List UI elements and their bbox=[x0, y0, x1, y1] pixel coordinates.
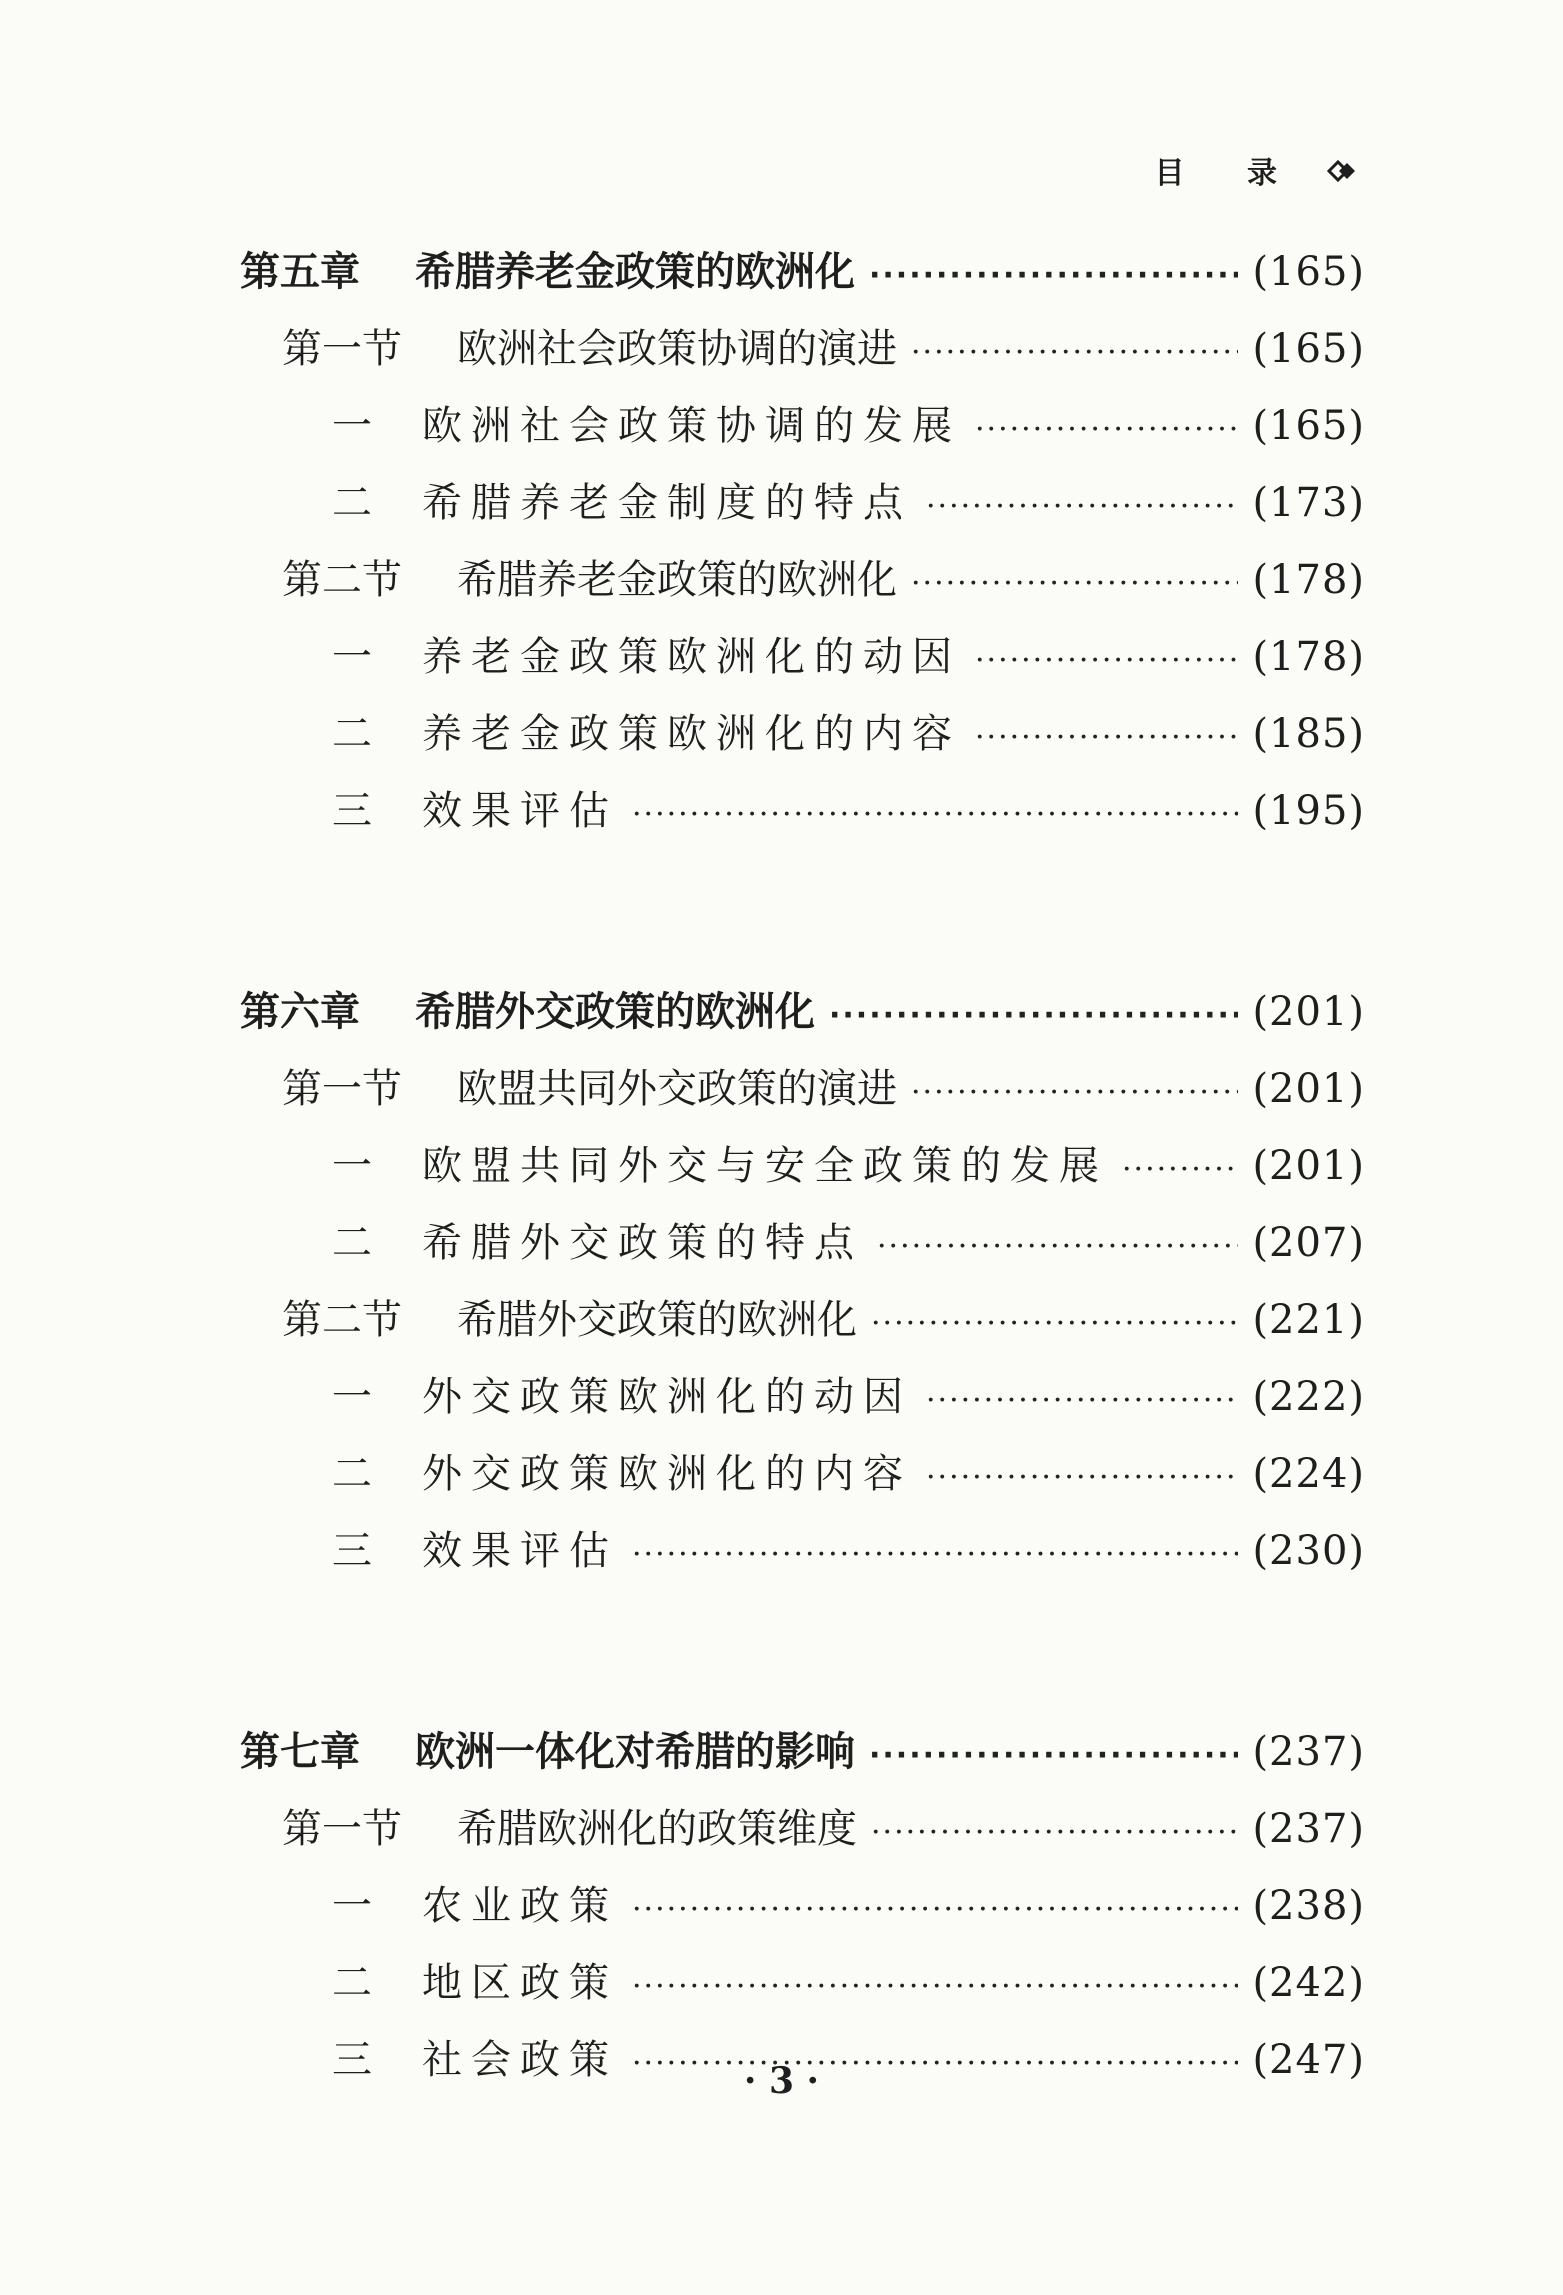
dot-leader bbox=[911, 335, 1238, 370]
table-of-contents bbox=[240, 240, 1365, 2229]
entry-number: 二 bbox=[332, 711, 381, 757]
header-label: 目 录 bbox=[1154, 156, 1303, 191]
subsection-entry[interactable] bbox=[240, 702, 1365, 779]
chapter-entry[interactable] bbox=[240, 240, 1365, 317]
chapter-entry[interactable] bbox=[240, 1720, 1365, 1797]
dot-leader bbox=[975, 720, 1238, 755]
entry-page-number: (207) bbox=[1252, 1220, 1365, 1266]
chapter-block bbox=[240, 980, 1365, 1596]
dot-leader bbox=[632, 1969, 1238, 2004]
dot-leader bbox=[1122, 1152, 1238, 1187]
subsection-entry[interactable] bbox=[240, 1134, 1365, 1211]
running-header bbox=[1155, 148, 1353, 192]
entry-number: 第一节 bbox=[282, 1806, 402, 1852]
subsection-entry[interactable] bbox=[240, 1365, 1365, 1442]
dot-leader bbox=[871, 1306, 1238, 1341]
dot-leader bbox=[926, 1460, 1238, 1495]
entry-title: 欧洲社会政策协调的发展 bbox=[422, 403, 961, 449]
entry-number: 一 bbox=[332, 403, 381, 449]
entry-page-number: (201) bbox=[1252, 1143, 1365, 1189]
entry-page-number: (178) bbox=[1252, 634, 1365, 680]
subsection-entry[interactable] bbox=[240, 394, 1365, 471]
entry-number: 二 bbox=[332, 480, 381, 526]
entry-title: 希腊养老金政策的欧洲化 bbox=[457, 557, 897, 603]
entry-title: 地区政策 bbox=[422, 1960, 618, 2006]
entry-number: 一 bbox=[332, 634, 381, 680]
entry-page-number: (224) bbox=[1252, 1451, 1365, 1497]
entry-page-number: (221) bbox=[1252, 1297, 1365, 1343]
entry-number: 三 bbox=[332, 1528, 381, 1574]
entry-number: 第二节 bbox=[282, 1297, 402, 1343]
entry-title: 养老金政策欧洲化的内容 bbox=[422, 711, 961, 757]
subsection-entry[interactable] bbox=[240, 1874, 1365, 1951]
subsection-entry[interactable] bbox=[240, 625, 1365, 702]
page-number: · 3 · bbox=[743, 2060, 820, 2102]
entry-page-number: (222) bbox=[1252, 1374, 1365, 1420]
section-entry[interactable] bbox=[240, 548, 1365, 625]
section-entry[interactable] bbox=[240, 1288, 1365, 1365]
entry-title: 欧盟共同外交与安全政策的发展 bbox=[422, 1143, 1108, 1189]
dot-leader bbox=[877, 1229, 1238, 1264]
dot-leader bbox=[632, 797, 1238, 832]
entry-title: 养老金政策欧洲化的动因 bbox=[422, 634, 961, 680]
subsection-entry[interactable] bbox=[240, 779, 1365, 856]
entry-page-number: (165) bbox=[1252, 326, 1365, 372]
entry-page-number: (165) bbox=[1252, 403, 1365, 449]
entry-number: 第二节 bbox=[282, 557, 402, 603]
entry-number: 第一节 bbox=[282, 326, 402, 372]
entry-number: 三 bbox=[332, 2037, 381, 2083]
entry-title: 欧洲社会政策协调的演进 bbox=[457, 326, 897, 372]
entry-number: 二 bbox=[332, 1220, 381, 1266]
entry-number: 第七章 bbox=[240, 1729, 360, 1775]
entry-title: 希腊外交政策的特点 bbox=[422, 1220, 863, 1266]
entry-number: 二 bbox=[332, 1451, 381, 1497]
subsection-entry[interactable] bbox=[240, 1951, 1365, 2028]
entry-page-number: (237) bbox=[1252, 1729, 1365, 1775]
entry-title: 希腊欧洲化的政策维度 bbox=[457, 1806, 857, 1852]
dot-leader bbox=[911, 1075, 1238, 1110]
section-entry[interactable] bbox=[240, 317, 1365, 394]
entry-title: 希腊养老金制度的特点 bbox=[422, 480, 912, 526]
entry-page-number: (201) bbox=[1252, 1066, 1365, 1112]
entry-title: 欧盟共同外交政策的演进 bbox=[457, 1066, 897, 1112]
entry-page-number: (238) bbox=[1252, 1883, 1365, 1929]
dot-leader bbox=[926, 489, 1238, 524]
entry-number: 一 bbox=[332, 1143, 381, 1189]
dot-leader bbox=[869, 1738, 1238, 1773]
section-entry[interactable] bbox=[240, 1057, 1365, 1134]
subsection-entry[interactable] bbox=[240, 1442, 1365, 1519]
entry-title: 希腊外交政策的欧洲化 bbox=[457, 1297, 857, 1343]
chapter-block bbox=[240, 1720, 1365, 2105]
dot-leader bbox=[911, 566, 1238, 601]
entry-number: 第一节 bbox=[282, 1066, 402, 1112]
entry-title: 希腊外交政策的欧洲化 bbox=[415, 989, 815, 1035]
entry-page-number: (247) bbox=[1252, 2037, 1365, 2083]
entry-title: 欧洲一体化对希腊的影响 bbox=[415, 1729, 855, 1775]
entry-page-number: (201) bbox=[1252, 989, 1365, 1035]
dot-leader bbox=[632, 1892, 1238, 1927]
entry-page-number: (237) bbox=[1252, 1806, 1365, 1852]
entry-number: 一 bbox=[332, 1374, 381, 1420]
dot-leader bbox=[975, 412, 1238, 447]
subsection-entry[interactable] bbox=[240, 471, 1365, 548]
entry-page-number: (242) bbox=[1252, 1960, 1365, 2006]
diamond-ornament-icon bbox=[1327, 157, 1353, 183]
entry-title: 外交政策欧洲化的内容 bbox=[422, 1451, 912, 1497]
entry-page-number: (165) bbox=[1252, 249, 1365, 295]
entry-title: 效果评估 bbox=[422, 1528, 618, 1574]
dot-leader bbox=[829, 998, 1238, 1033]
entry-title: 社会政策 bbox=[422, 2037, 618, 2083]
dot-leader bbox=[869, 258, 1238, 293]
dot-leader bbox=[926, 1383, 1238, 1418]
entry-number: 第五章 bbox=[240, 249, 360, 295]
entry-number: 二 bbox=[332, 1960, 381, 2006]
entry-title: 希腊养老金政策的欧洲化 bbox=[415, 249, 855, 295]
dot-leader bbox=[632, 1537, 1238, 1572]
entry-title: 农业政策 bbox=[422, 1883, 618, 1929]
entry-number: 一 bbox=[332, 1883, 381, 1929]
dot-leader bbox=[975, 643, 1238, 678]
entry-number: 三 bbox=[332, 788, 381, 834]
entry-page-number: (195) bbox=[1252, 788, 1365, 834]
subsection-entry[interactable] bbox=[240, 1211, 1365, 1288]
subsection-entry[interactable] bbox=[240, 1519, 1365, 1596]
entry-page-number: (185) bbox=[1252, 711, 1365, 757]
dot-leader bbox=[871, 1815, 1238, 1850]
entry-title: 外交政策欧洲化的动因 bbox=[422, 1374, 912, 1420]
entry-title: 效果评估 bbox=[422, 788, 618, 834]
entry-page-number: (173) bbox=[1252, 480, 1365, 526]
chapter-block bbox=[240, 240, 1365, 856]
entry-number: 第六章 bbox=[240, 989, 360, 1035]
entry-page-number: (230) bbox=[1252, 1528, 1365, 1574]
section-entry[interactable] bbox=[240, 1797, 1365, 1874]
chapter-entry[interactable] bbox=[240, 980, 1365, 1057]
entry-page-number: (178) bbox=[1252, 557, 1365, 603]
